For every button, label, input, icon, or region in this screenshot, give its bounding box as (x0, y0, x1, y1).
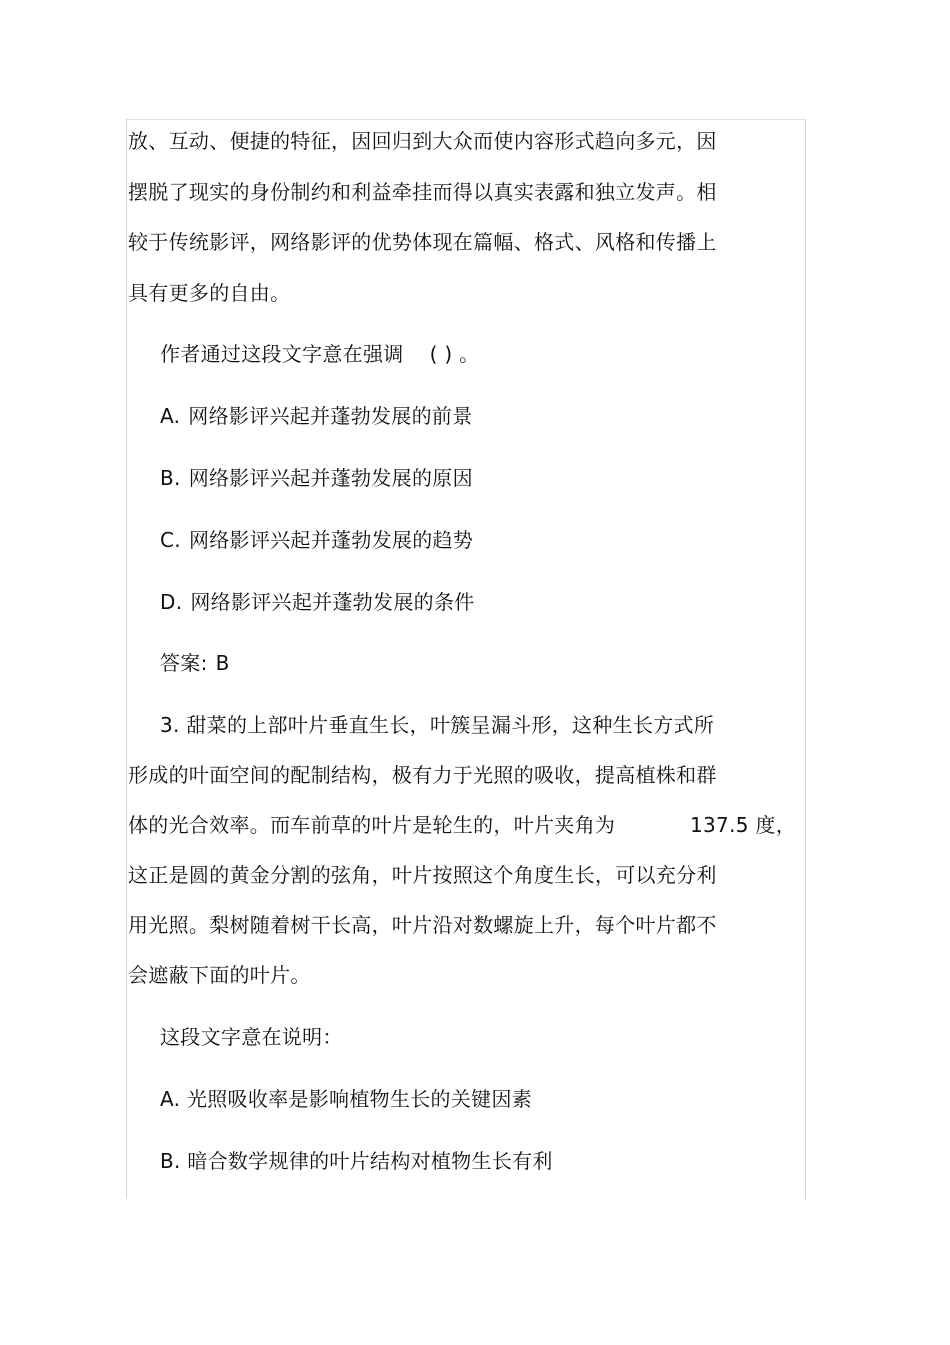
answer-line (160, 650, 230, 676)
option-letter: C. (160, 528, 181, 552)
q3-stem: 这段文字意在说明： (160, 1025, 343, 1049)
passage-line-4: 具有更多的自由。 (128, 281, 291, 305)
q3-line-2: 形成的叶面空间的配制结构，极有力于光照的吸收，提高植株和群 (128, 763, 717, 787)
question-blank: ( ) 。 (429, 342, 480, 366)
q3-line-4: 这正是圆的黄金分割的弦角，叶片按照这个角度生长，可以充分利 (128, 863, 717, 887)
option-text: 网络影评兴起并蓬勃发展的趋势 (188, 528, 474, 552)
q3-angle-value: 137.5 度， (690, 813, 797, 837)
passage-line-1: 放、互动、便捷的特征，因回归到大众而使内容形式趋向多元，因 (128, 129, 717, 153)
option-c (160, 527, 473, 553)
q3-line-1: 3. 甜菜的上部叶片垂直生长，叶簇呈漏斗形，这种生长方式所 (160, 713, 715, 737)
question-stem (160, 341, 479, 367)
option-letter: D. (160, 590, 183, 614)
question-stem-text: 作者通过这段文字意在强调 (160, 342, 404, 366)
q3-line-6: 会遮蔽下面的叶片。 (128, 963, 311, 987)
q3-option-b: B. 暗合数学规律的叶片结构对植物生长有利 (160, 1149, 553, 1173)
option-text: 网络影评兴起并蓬勃发展的前景 (188, 404, 473, 428)
option-text: 网络影评兴起并蓬勃发展的原因 (188, 466, 473, 490)
option-b (160, 465, 473, 491)
answer-label: 答案: (160, 651, 208, 675)
answer-value: B (215, 651, 230, 675)
option-letter: B. (160, 466, 181, 490)
passage-line-2: 摆脱了现实的身份制约和利益牵挂而得以真实表露和独立发声。相 (128, 180, 717, 204)
option-letter: A. (160, 404, 181, 428)
q3-line-3: 体的光合效率。而车前草的叶片是轮生的，叶片夹角为 (128, 813, 616, 837)
option-a (160, 403, 473, 429)
q3-line-5: 用光照。梨树随着树干长高，叶片沿对数螺旋上升，每个叶片都不 (128, 913, 717, 937)
option-text: 网络影评兴起并蓬勃发展的条件 (190, 590, 475, 614)
option-d (160, 589, 475, 615)
q3-option-a: A. 光照吸收率是影响植物生长的关键因素 (160, 1087, 533, 1111)
passage-line-3: 较于传统影评，网络影评的优势体现在篇幅、格式、风格和传播上 (128, 230, 717, 254)
